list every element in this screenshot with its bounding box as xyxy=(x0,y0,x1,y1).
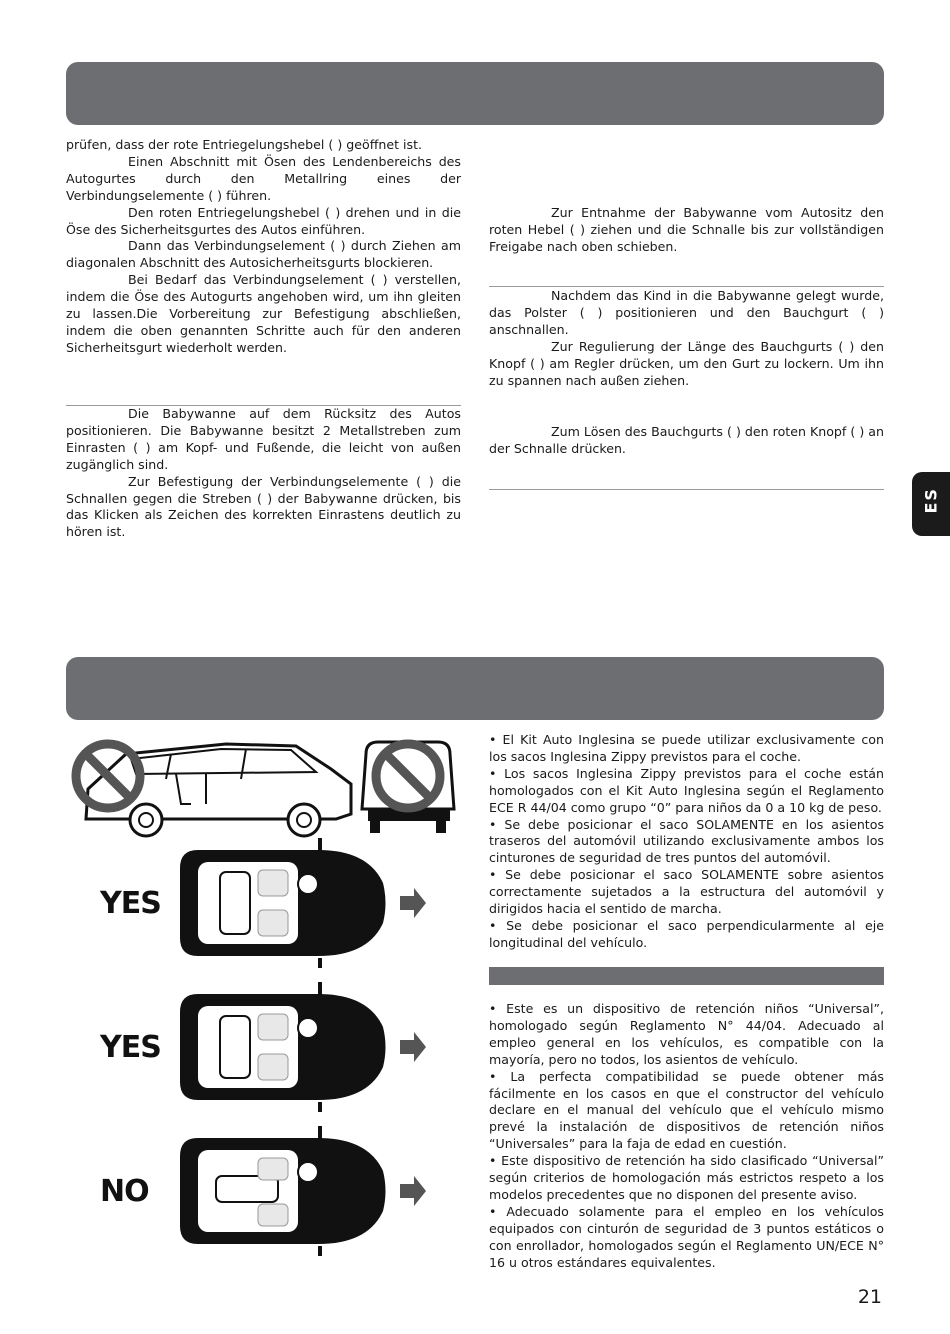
bullet-item: • Se debe posicionar el saco SOLAMENTE en los asientos traseros del automóvil utilizando exclusivamente ambos los cinturones de seguridad de tres puntos del automóvil. xyxy=(489,816,884,866)
text-block-mid-left xyxy=(66,406,461,541)
paragraph: Bei Bedarf das Verbindungselement ( ) verstellen, indem die Öse des Autogurts angehoben wird, um ihn gleiten zu lassen.Die Vorbereitung zur Befestigung abschließen, indem die oben genannten Schritte auch für den anderen Sicherheitsgurt wiederholt werden. xyxy=(66,272,461,355)
bullet-item: • Este es un dispositivo de retención niños “Universal”, homologado según Reglamento N° 44/04. Adecuado al empleo general en los vehículos, es compatible con la mayoría, pero no todos, los asientos de vehículo. xyxy=(489,1001,884,1067)
text-block-right-b xyxy=(489,288,884,389)
paragraph: Dann das Verbindungselement ( ) durch Ziehen am diagonalen Abschnitt des Autosicherheitsgurts blockieren. xyxy=(66,238,461,271)
paragraph: prüfen, dass der rote Entriegelungshebel ( ) geöffnet ist. xyxy=(66,137,423,152)
bullet-item: • El Kit Auto Inglesina se puede utilizar exclusivamente con los sacos Inglesina Zippy previstos para el coche. xyxy=(489,732,884,764)
car-top-view-icon xyxy=(168,982,438,1112)
arrow-right-icon xyxy=(400,1176,426,1206)
car-top-view-icon xyxy=(168,838,438,968)
arrow-right-icon xyxy=(400,1032,426,1062)
paragraph: Nachdem das Kind in die Babywanne gelegt wurde, das Polster ( ) positionieren und den Bauchgurt ( ) anschnallen. xyxy=(489,288,884,337)
paragraph: Einen Abschnitt mit Ösen des Lendenbereichs des Autogurtes durch den Metallring eines der Verbindungselemente ( ) führen. xyxy=(66,153,461,203)
paragraph: Die Babywanne auf dem Rücksitz des Autos positionieren. Die Babywanne besitzt 2 Metallstreben zum Einrasten ( ) am Kopf- und Fußende, die leicht von außen zugänglich sind. xyxy=(66,406,461,472)
page-number: 21 xyxy=(857,1286,882,1308)
section-header-bar-bottom xyxy=(66,657,884,720)
divider xyxy=(489,286,884,287)
paragraph: Den roten Entriegelungshebel ( ) drehen und in die Öse des Sicherheitsgurtes des Autos einführen. xyxy=(66,204,461,237)
car-top-view-icon xyxy=(168,1126,438,1256)
bullet-item: • Los sacos Inglesina Zippy previstos para el coche están homologados con el Kit Auto Inglesina según el Reglamento ECE R 44/04 como grupo “0” para niños da 0 a 10 kg de peso. xyxy=(489,765,884,815)
text-block-right-c xyxy=(489,424,884,458)
no-label: NO xyxy=(100,1174,149,1209)
divider xyxy=(489,489,884,490)
language-tab-label: ES xyxy=(921,487,941,514)
bullet-item: • Adecuado solamente para el empleo en los vehículos equipados con cinturón de seguridad de 3 puntos estáticos o con enrollador, homologados según el Reglamento UN/ECE N° 16 u otros estándares equivalentes. xyxy=(489,1203,884,1270)
bullet-item: • Se debe posicionar el saco SOLAMENTE sobre asientos correctamente sujetados a la estructura del automóvil y dirigidos hacia el sentido de marcha. xyxy=(489,867,884,917)
text-block-bullets-a xyxy=(489,732,884,952)
bullet-item: • Se debe posicionar el saco perpendicularmente al eje longitudinal del vehículo. xyxy=(489,917,884,950)
bullet-item: • Este dispositivo de retención ha sido clasificado “Universal” según criterios de homologación más estrictos respeto a los modelos precedentes que no disponen del presente aviso. xyxy=(489,1153,884,1202)
arrow-right-icon xyxy=(400,888,426,918)
bullet-item: • La perfecta compatibilidad se puede obtener más fácilmente en los casos en que el constructor del vehículo declare en el manual del vehículo que el vehículo mismo prevé la instalación de dispositivos de retención niños “Universales” para la faja de edad en cuestión. xyxy=(489,1068,884,1152)
yes-label: YES xyxy=(100,886,161,921)
text-block-bullets-b xyxy=(489,1001,884,1272)
paragraph: Zum Lösen des Bauchgurts ( ) den roten Knopf ( ) an der Schnalle drücken. xyxy=(489,424,884,456)
paragraph: Zur Entnahme der Babywanne vom Autositz den roten Hebel ( ) ziehen und die Schnalle bis zur vollständigen Freigabe nach oben schieben. xyxy=(489,205,884,254)
text-block-right-a xyxy=(489,205,884,256)
subsection-bar xyxy=(489,967,884,985)
paragraph: Zur Regulierung der Länge des Bauchgurts ( ) den Knopf ( ) am Regler drücken, um den Gurt zu lockern. Um ihn zu spannen nach außen ziehen. xyxy=(489,338,884,388)
language-tab xyxy=(912,472,950,536)
car-side-view-illustration xyxy=(66,734,466,844)
text-block-top-left xyxy=(66,137,461,357)
paragraph: Zur Befestigung der Verbindungselemente ( ) die Schnallen gegen die Streben ( ) der Babywanne drücken, bis das Klicken als Zeichen des korrekten Einrastens deutlich zu hören ist. xyxy=(66,473,461,540)
yes-label: YES xyxy=(100,1030,161,1065)
section-header-bar-top xyxy=(66,62,884,125)
